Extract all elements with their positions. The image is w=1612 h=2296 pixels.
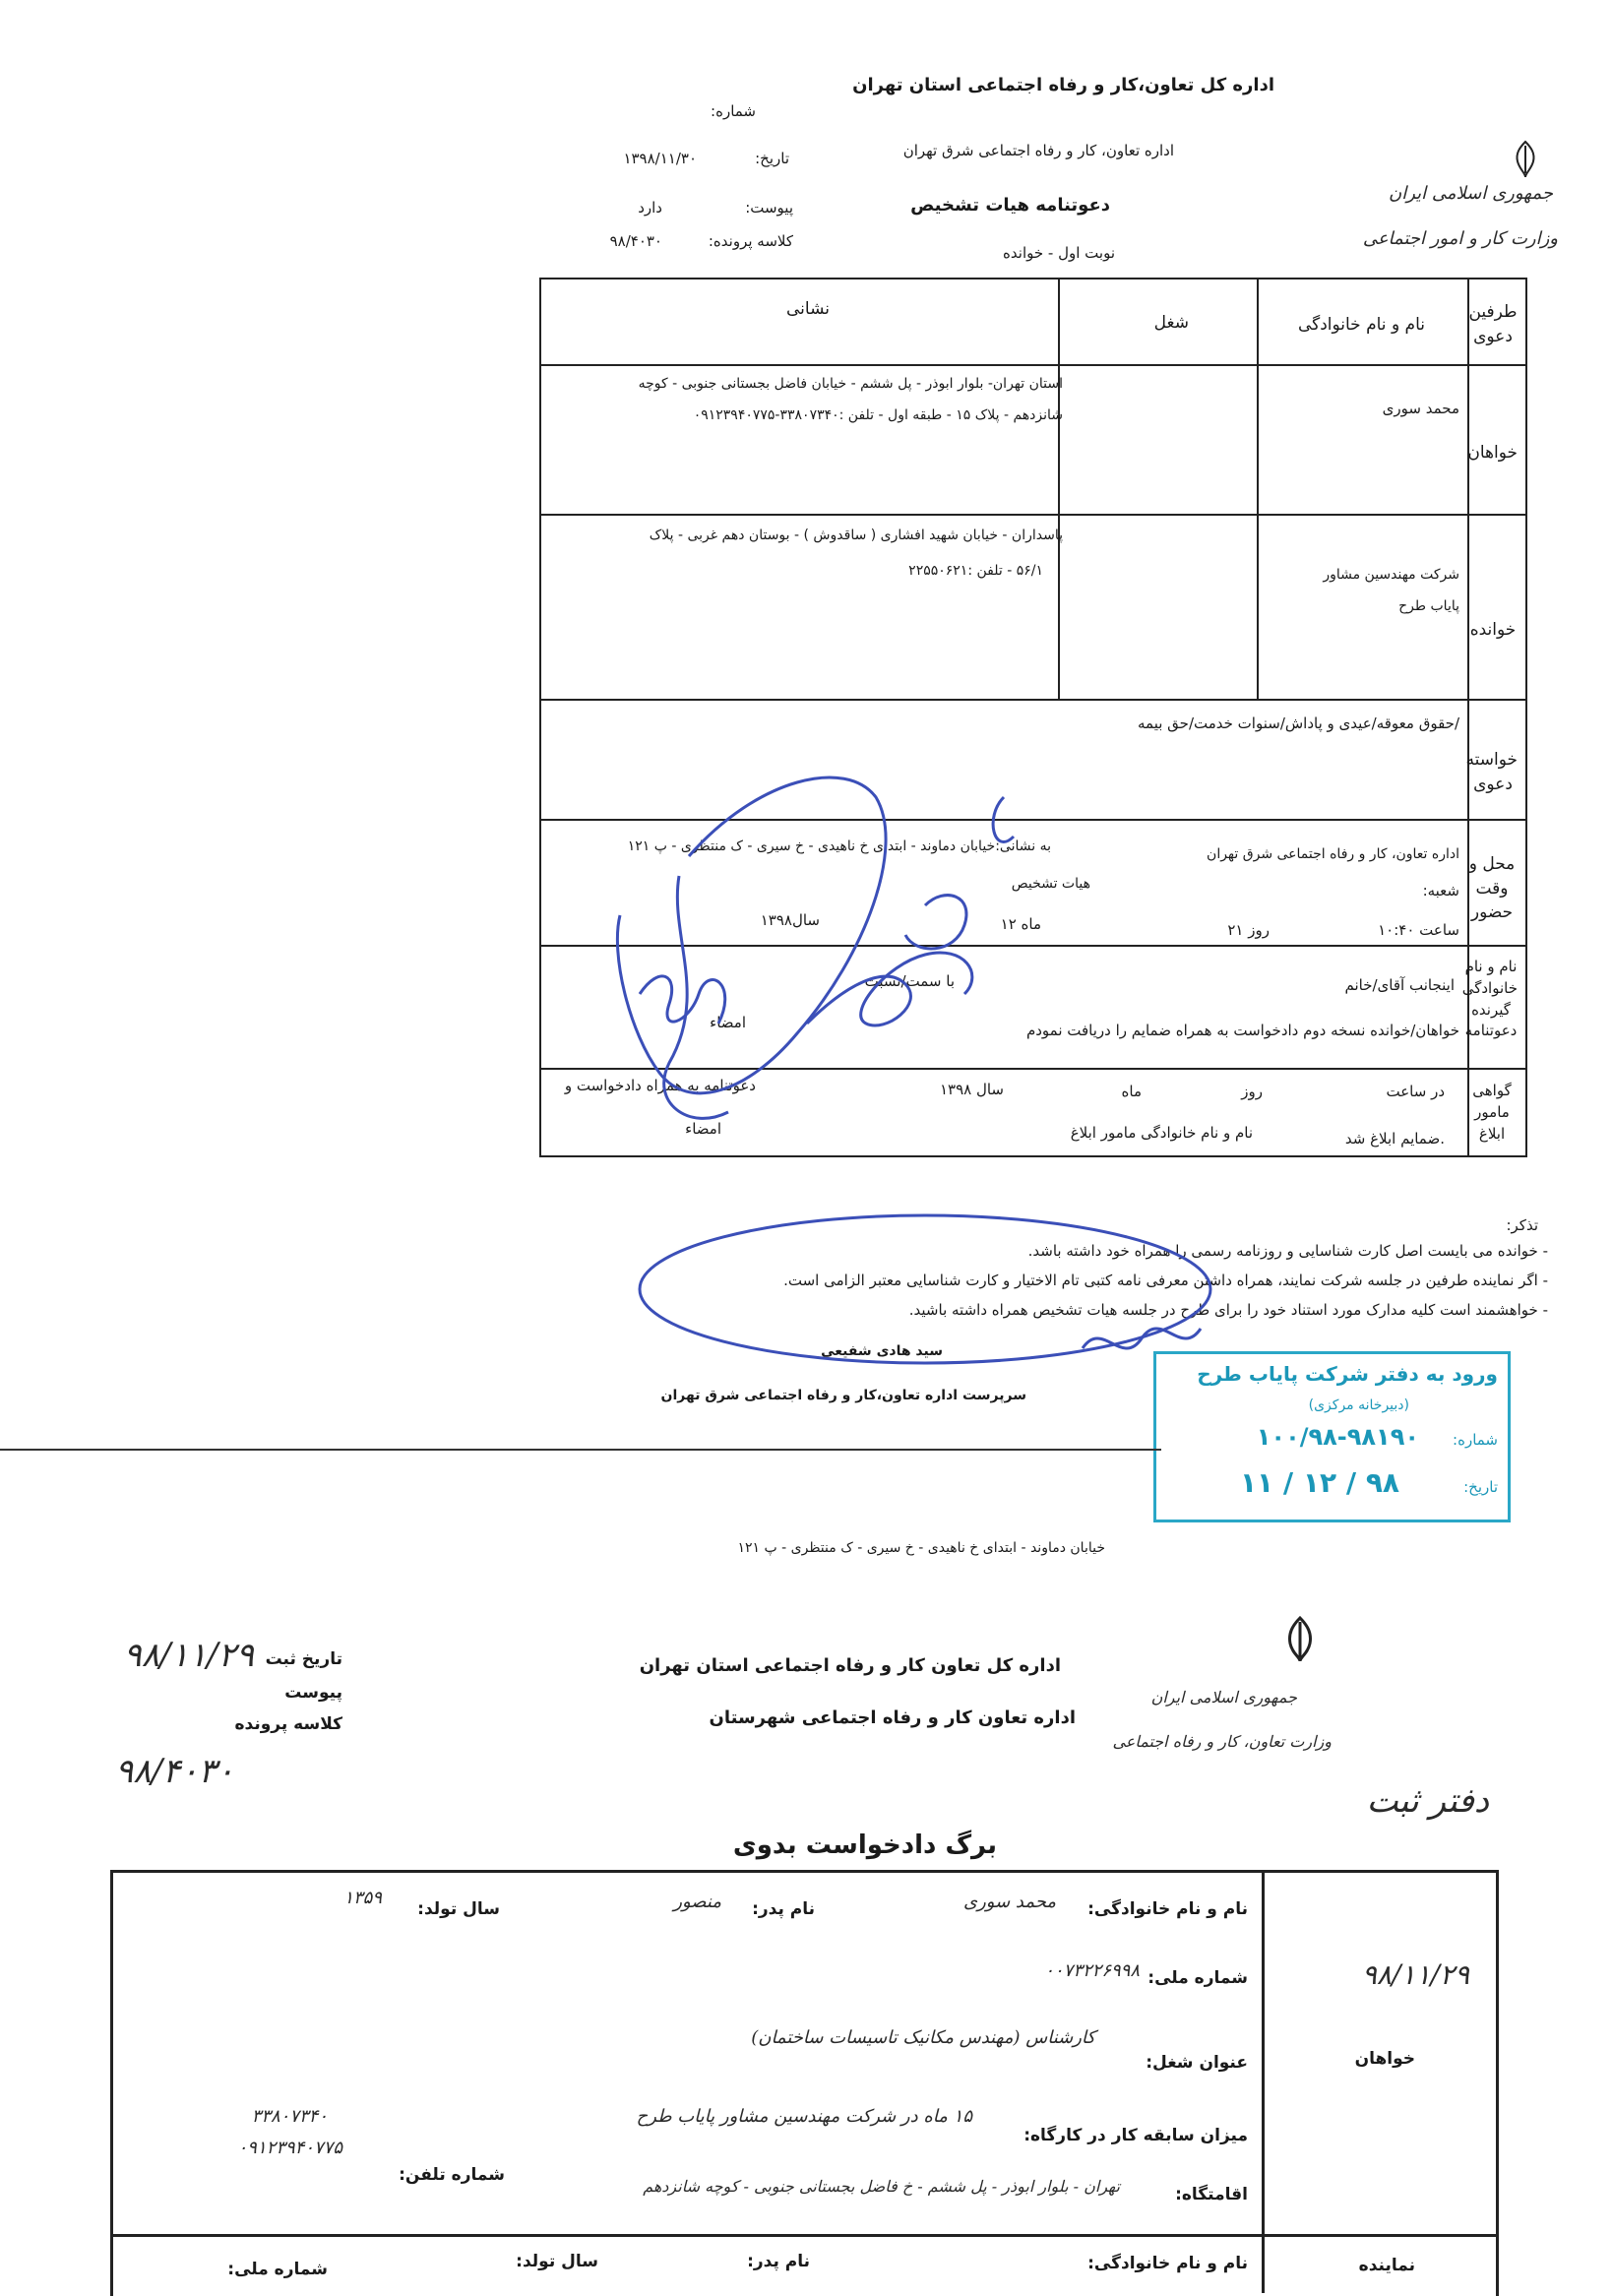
date-value-2: ۹۸/۱۱/۲۹ (123, 1636, 254, 1675)
stamp-sub: (دبیرخانه مرکزی) (1308, 1397, 1409, 1413)
plaintiff-address-line2: شانزدهم - پلاک ۱۵ - طبقه اول - تلفن :۳۳۸۰۷۳۴۰-۰۹۱۲۳۹۴۰۷۷۵ (693, 407, 1063, 423)
note-2: - اگر نماینده طرفین در جلسه شرکت نمایند، همراه داشتن معرفی نامه کتبی تام الاختیار و کارت شناسایی معتبر الزامی است. (783, 1272, 1548, 1289)
attach-label: پیوست: (745, 199, 793, 217)
footer-address: خیابان دماوند - ابتدای خ ناهیدی - خ سیری - ک منتظری - پ ۱۲۱ (737, 1540, 1105, 1556)
row-plaintiff-label-2: خواهان (1354, 2049, 1415, 2069)
father-label-2: نام پدر: (752, 1899, 815, 1919)
row-officer-label: گواهی مامور ابلاغ (1472, 1082, 1512, 1143)
stamp-date-value: ۹۸ / ۱۲ / ۱۱ (1239, 1466, 1399, 1499)
blue-oval-mark (630, 1201, 1240, 1397)
org-title: اداره کل تعاون،کار و رفاه اجتماعی استان تهران (852, 75, 1274, 95)
file-value-2: ۹۸/۴۰۳۰ (114, 1752, 234, 1791)
defendant-address-line1: پاسداران - خیابان شهید افشاری ( ساقدوش ) - بوستان دهم غربی - پلاک (649, 527, 1063, 543)
defendant-name-line1: شرکت مهندسین مشاور (1323, 567, 1459, 583)
defendant-address-line2: ۵۶/۱ - تلفن :۲۲۵۵۰۶۲۱ (908, 563, 1043, 579)
receiver-role: با سمت/نسبت (864, 972, 955, 990)
row-rep-label-2: نماینده (1358, 2256, 1415, 2275)
stamp-number-label: شماره: (1453, 1431, 1498, 1449)
row-place-label: محل و وقت حضور (1468, 854, 1516, 923)
name-label-2: نام و نام خانوادگی: (1087, 1899, 1248, 1919)
plaintiff-name: محمد سوری (1382, 400, 1459, 417)
header-address: نشانی (786, 299, 830, 319)
header-job: شغل (1153, 313, 1189, 333)
stamp-date-label: تاریخ: (1463, 1478, 1498, 1496)
signer-title: سرپرست اداره تعاون،کار و رفاه اجتماعی شرق تهران (660, 1388, 1026, 1403)
officer-month: ماه (1121, 1083, 1142, 1100)
job-value-2: کارشناس (مهندس مکانیک تاسیسات ساختمان) (751, 2027, 1095, 2048)
petition-table (110, 1870, 1499, 2296)
date-label-2: تاریخ ثبت (265, 1649, 342, 1669)
row-defendant-label: خوانده (1469, 620, 1517, 640)
officer-at: در ساعت (1386, 1083, 1445, 1100)
attach-value: دارد (638, 199, 662, 217)
sub-org: اداره تعاون، کار و رفاه اجتماعی شرق تهران (902, 142, 1174, 159)
rep-national-label-2: شماره ملی: (227, 2260, 328, 2279)
national-value-2: ۰۰۷۳۲۲۶۹۹۸ (1044, 1960, 1140, 1981)
file-label-2: کلاسه پرونده (234, 1714, 342, 1734)
turn-line: نوبت اول - خوانده (1003, 244, 1115, 262)
officer-sign: امضاء (685, 1120, 721, 1138)
officer-year: سال ۱۳۹۸ (939, 1081, 1004, 1098)
stamp-title: ورود به دفتر شرکت پایاب طرح (1197, 1362, 1498, 1386)
rep-name-label-2: نام و نام خانوادگی: (1087, 2254, 1248, 2273)
signer-name: سید هادی شفیعی (821, 1343, 943, 1359)
year-value: سال۱۳۹۸ (760, 911, 820, 929)
month-value: ماه ۱۲ (1000, 915, 1041, 933)
attach-label-2: پیوست (284, 1683, 342, 1703)
national-label-2: شماره ملی: (1147, 1968, 1248, 1988)
row-plaintiff-label: خواهان (1467, 443, 1518, 463)
history-value-2: ۱۵ ماه در شرکت مهندسین مشاور پایاب طرح (636, 2106, 972, 2127)
org-title-2: اداره کل تعاون کار و رفاه اجتماعی استان تهران (639, 1655, 1061, 1676)
time-value: ساعت ۱۰:۴۰ (1378, 921, 1459, 939)
phone-label-2: شماره تلفن: (399, 2165, 505, 2185)
defendant-name-line2: پایاب طرح (1398, 598, 1459, 614)
history-label-2: میزان سابقه کار در کارگاه: (1023, 2126, 1248, 2145)
address-label-2: اقامتگاه: (1175, 2185, 1248, 2204)
date-value: ۱۳۹۸/۱۱/۳۰ (623, 150, 697, 167)
note-1: - خوانده می بایست اصل کارت شناسایی و روزنامه رسمی را همراه خود داشته باشد. (1027, 1242, 1548, 1260)
rep-father-label-2: نام پدر: (747, 2252, 810, 2271)
father-value-2: منصور (673, 1892, 721, 1912)
header-name: نام و نام خانوادگی (1297, 315, 1425, 335)
branch-label: شعبه: (1422, 882, 1459, 900)
sub-org-2: اداره تعاون کار و رفاه اجتماعی شهرستان (709, 1707, 1076, 1728)
officer-attach: .ضمایم ابلاغ شد (1344, 1130, 1445, 1148)
row-claim-label: خواسته دعوی (1465, 750, 1518, 794)
receipt-stamp (1153, 1351, 1511, 1522)
doc-title: دعوتنامه هیات تشخیص (910, 195, 1110, 216)
receiver-line1: اینجانب آقای/خانم (1344, 976, 1455, 994)
plaintiff-address-line1: استان تهران- بلوار ابوذر - پل ششم - خیابان فاضل بجستانی جنوبی - کوچه (638, 376, 1063, 392)
claim-text: /حقوق معوقه/عیدی و پاداش/سنوات خدمت/حق بیمه (1137, 714, 1459, 732)
handwritten-side-note: دفتر ثبت (1366, 1781, 1489, 1821)
birth-label-2: سال تولد: (417, 1899, 500, 1919)
emblem2-ministry: وزارت تعاون، کار و رفاه اجتماعی (1112, 1732, 1332, 1751)
name-value-2: محمد سوری (963, 1892, 1056, 1912)
rep-birth-label-2: سال تولد: (516, 2252, 598, 2271)
stamp-number-value: ۱۰۰/۹۸-۹۸۱۹۰ (1256, 1423, 1419, 1451)
phone2-2: ۰۹۱۲۳۹۴۰۷۷۵ (237, 2138, 342, 2158)
receiver-sign: امضاء (710, 1014, 746, 1031)
emblem-country: جمهوری اسلامی ایران (1389, 183, 1553, 204)
phone1-2: ۳۳۸۰۷۳۴۰ (251, 2106, 328, 2127)
job-label-2: عنوان شغل: (1146, 2053, 1248, 2073)
address-value-2: تهران - بلوار ابوذر - پل ششم - خ فاضل بجستانی جنوبی - کوچه شانزدهم (643, 2177, 1120, 2196)
birth-value-2: ۱۳۵۹ (343, 1888, 382, 1908)
file-label: کلاسه پرونده: (708, 232, 793, 250)
row-receiver-label: نام و نام خانوادگی گیرنده دعوتنامه (1461, 958, 1518, 1040)
emblem-icon-2 (1278, 1614, 1322, 1665)
emblem-ministry: وزارت کار و امور اجتماعی (1362, 228, 1558, 249)
receiver-line2: خواهان/خوانده نسخه دوم دادخواست به همراه ضمایم را دریافت نمودم (1025, 1022, 1459, 1039)
emblem-icon (1508, 138, 1543, 181)
notes-title: تذکر: (1506, 1216, 1538, 1234)
officer-day: روز (1241, 1083, 1263, 1100)
row-date-2: ۹۸/۱۱/۲۹ (1361, 1958, 1469, 1991)
file-value: ۹۸/۴۰۳۰ (609, 232, 662, 250)
officer-name: نام و نام خانوادگی مامور ابلاغ (1070, 1124, 1253, 1142)
header-parties: طرفین دعوی (1468, 302, 1518, 346)
branch-value: هیات تشخیص (1011, 876, 1090, 892)
blue-signature (551, 738, 1142, 1151)
form-title: برگ دادخواست بدوی (732, 1831, 997, 1860)
officer-text: دعوتنامه به همراه دادخواست و (564, 1077, 756, 1094)
place-address: به نشانی:خیابان دماوند - ابتدای خ ناهیدی - خ سیری - ک منتظری - پ ۱۲۱ (627, 838, 1051, 854)
day-value: روز ۲۱ (1227, 921, 1270, 939)
note-3: - خواهشمند است کلیه مدارک مورد استناد خود را برای طرح در جلسه هیات تشخیص همراه داشته باشید. (908, 1301, 1548, 1319)
emblem2-country: جمهوری اسلامی ایران (1150, 1688, 1297, 1706)
place-office: اداره تعاون، کار و رفاه اجتماعی شرق تهران (1207, 846, 1459, 862)
date-label: تاریخ: (755, 150, 789, 167)
number-label: شماره: (711, 102, 756, 120)
